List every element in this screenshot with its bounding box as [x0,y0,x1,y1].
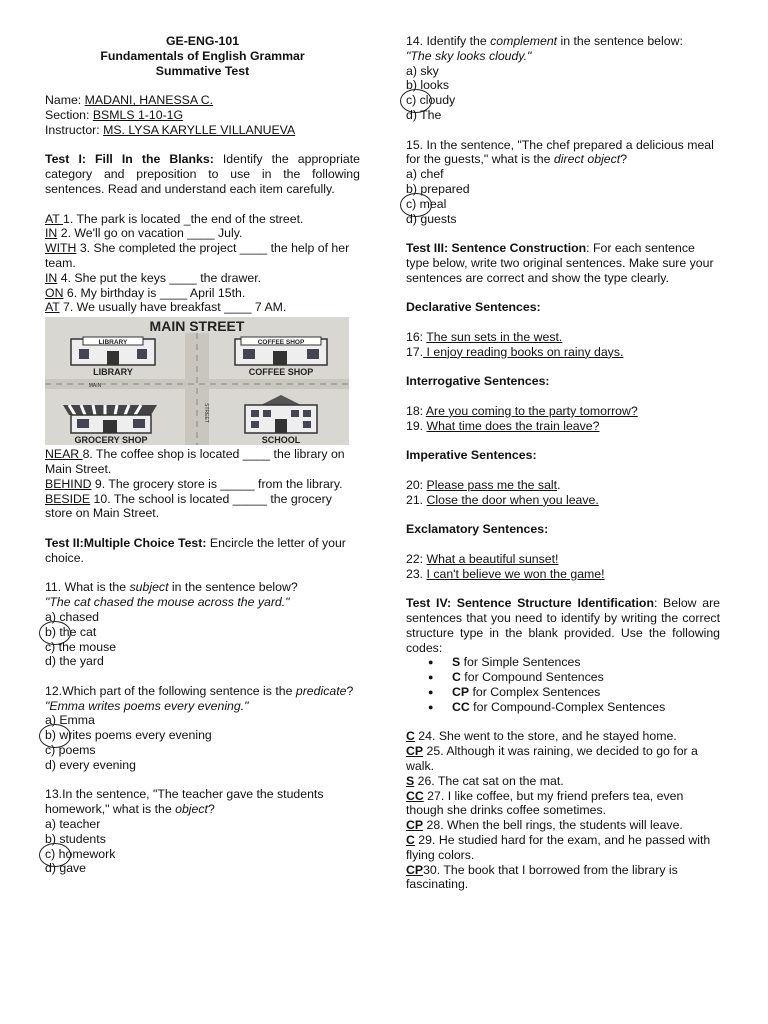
t4-item-24: C 24. She went to the store, and he stayed home. [406,729,677,744]
t3-item-16: 16: The sun sets in the west. [406,329,563,344]
q12-option-d: d) every evening [45,757,136,772]
t1-item-10: BESIDE 10. The school is located _____ the grocery store on Main Street. [45,491,332,521]
q14-sentence: "The sky looks cloudy." [406,48,532,63]
test2-instructions: Test II:Multiple Choice Test: Encircle the letter of your choice. [45,535,346,565]
t1-item-3: WITH 3. She completed the project ____ the help of her team. [45,241,350,270]
student-section: BSMLS 1-10-1G [92,107,184,122]
t1-item-4: IN 4. She put the keys ____ the drawer. [45,270,262,285]
q11-option-b-selected: b) the cat [45,625,360,640]
section-line: Section: BSMLS 1-10-1G [45,107,184,122]
t3-item-18: 18: Are you coming to the party tomorrow? [406,403,638,418]
t1-item-7: AT 7. We usually have breakfast ____ 7 AM. [45,300,287,315]
q13-option-a: a) teacher [45,817,101,832]
school-label: SCHOOL [261,435,301,446]
grocery-label: GROCERY SHOP [74,435,148,446]
q13-prompt: 13.In the sentence, "The teacher gave the students homework," what is the object? [45,787,324,817]
q13-option-d: d) gave [45,861,87,876]
q12-option-b-selected: b) writes poems every evening [45,728,360,743]
q11-prompt: 11. What is the subject in the sentence below? [45,580,298,595]
t3-item-23: 23. I can't believe we won the game! [406,566,605,581]
map-title: MAIN STREET [149,318,245,335]
q12-sentence: "Emma writes poems every evening." [45,698,249,713]
q15-option-a: a) chef [406,167,444,182]
t3-item-21: 21. Close the door when you leave. [406,492,599,507]
q14-option-c-selected: c) cloudy [406,93,720,108]
t1-item-8: NEAR 8. The coffee shop is located ____ the library on Main Street. [45,447,345,476]
test-type: Summative Test [155,63,250,78]
q14-option-d: d) The [406,107,442,122]
grocery-building [63,405,157,445]
t4-item-28: CP 28. When the bell rings, the students will leave. [406,818,683,833]
library-sign: LIBRARY [98,339,128,347]
q12-option-a: a) Emma [45,713,95,728]
t1-item-2: IN 2. We'll go on vacation ____ July. [45,226,243,241]
side-road-label: STREET [203,403,209,424]
road-label: MAIN [88,383,102,390]
test3-instructions: Test III: Sentence Construction: For each sentence type below, write two original sentences. Make sure your sentences are correct and show the type clearly. [406,241,714,285]
main-street-map [45,317,349,445]
instructor-name: MS. LYSA KARYLLE VILLANUEVA [103,122,296,137]
code-c: ● C for Compound Sentences [428,670,720,685]
test4-instructions: Test IV: Sentence Structure Identification: Below are sentences that you need to identify by writing the correct structure type in the blank provided. Use the following codes: [406,596,720,655]
q11-option-a: a) chased [45,609,100,624]
code-cp: ● CP for Complex Sentences [428,685,720,700]
q15-option-d: d) guests [406,211,457,226]
t1-item-6: ON 6. My birthday is ____ April 15th. [45,285,246,300]
t3-item-17: 17. I enjoy reading books on rainy days. [406,344,624,359]
q11-sentence: "The cat chased the mouse across the yard." [45,595,290,610]
q12-option-c: c) poems [45,743,96,758]
t1-item-9: BEHIND 9. The grocery store is _____ from the library. [45,476,343,491]
q14-option-b: b) looks [406,78,450,93]
q11-option-c: c) the mouse [45,639,117,654]
instructor-line: Instructor: MS. LYSA KARYLLE VILLANUEVA [45,122,296,137]
student-name: MADANI, HANESSA C. [84,93,214,108]
code-cc: ● CC for Compound-Complex Sentences [428,700,720,715]
q13-option-c-selected: c) homework [45,847,360,862]
t4-item-29: C 29. He studied hard for the exam, and he passed with flying colors. [406,833,711,862]
t4-item-30: CP30. The book that I borrowed from the library is fascinating. [406,862,678,892]
t4-item-27: CC 27. I like coffee, but my friend prefers tea, even though she drinks coffee sometimes. [406,788,684,818]
course-code: GE-ENG-101 [165,34,240,48]
imperative-heading: Imperative Sentences: [406,448,537,463]
q15-prompt: 15. In the sentence, "The chef prepared a delicious meal for the guests," what is the direct object? [406,137,714,167]
declarative-heading: Declarative Sentences: [406,300,541,315]
q13-option-b: b) students [45,831,106,846]
t3-item-20: 20: Please pass me the salt. [406,477,561,492]
interrogative-heading: Interrogative Sentences: [406,374,550,389]
q14-prompt: 14. Identify the complement in the sentence below: [406,34,683,48]
q14-option-a: a) sky [406,63,439,78]
q12-prompt: 12.Which part of the following sentence is the predicate? [45,683,354,698]
t3-item-22: 22: What a beautiful sunset! [406,551,559,566]
structure-codes-list [406,655,720,714]
code-s: ● S for Simple Sentences [428,655,720,670]
t4-item-25: CP 25. Although it was raining, we decided to go for a walk. [406,744,698,774]
q15-option-b: b) prepared [406,181,470,196]
q15-option-c-selected: c) meal [406,197,720,212]
q11-option-d: d) the yard [45,654,104,669]
coffee-shop-building [235,337,327,377]
t4-item-26: S 26. The cat sat on the mat. [406,773,564,788]
t1-item-1: AT 1. The park is located _the end of the street. [45,211,304,226]
coffee-label: COFFEE SHOP [248,367,314,378]
course-title: Fundamentals of English Grammar [100,48,305,63]
exclamatory-heading: Exclamatory Sentences: [406,522,549,537]
name-line: Name: MADANI, HANESSA C. [45,93,214,108]
right-column [406,34,720,892]
library-label: LIBRARY [93,367,133,378]
coffee-sign: COFFEE SHOP [257,339,305,347]
t3-item-19: 19. What time does the train leave? [406,418,600,433]
test1-instructions: Test I: Fill In the Blanks: Identify the appropriate category and preposition to use in the following sentences. Read and understand each item carefully. [45,152,360,196]
left-column [45,34,360,876]
